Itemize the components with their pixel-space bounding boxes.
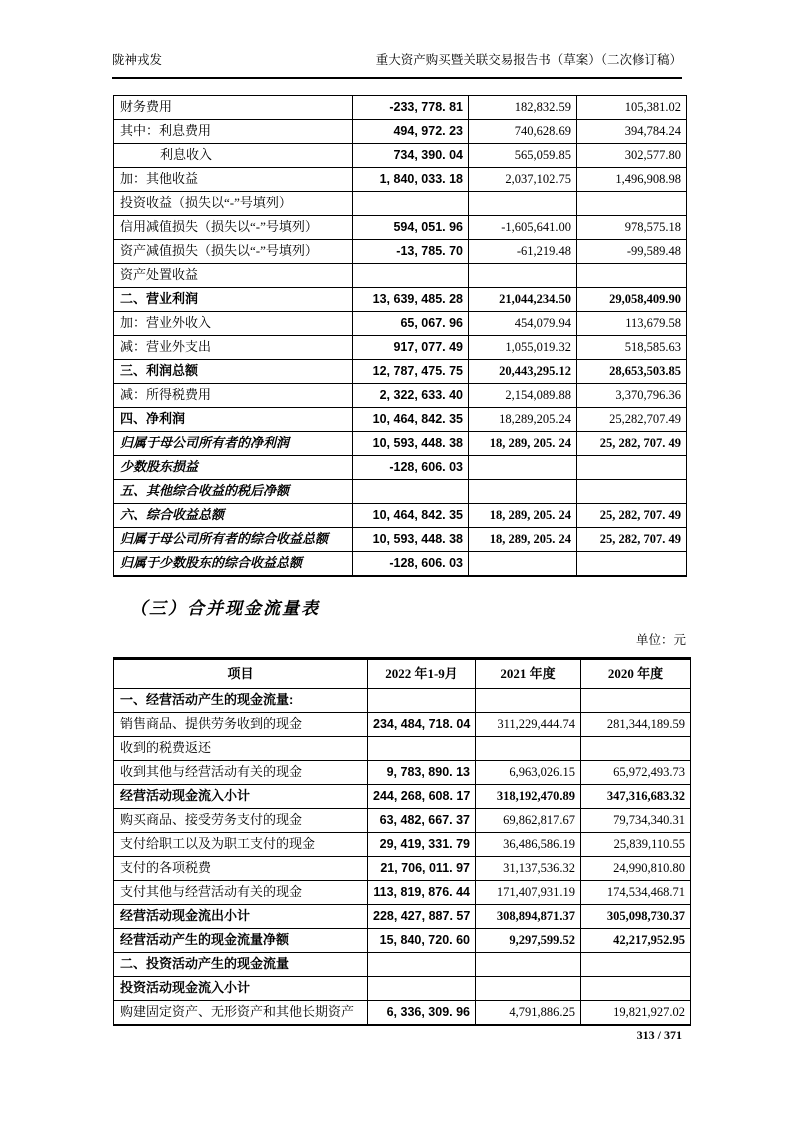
value-2020: 25,282,707.49 — [577, 408, 687, 432]
value-2020: 42,217,952.95 — [581, 929, 691, 953]
row-label: 收到其他与经营活动有关的现金 — [114, 761, 368, 785]
value-2021: 21,044,234.50 — [469, 288, 577, 312]
row-label: 其中：利息费用 — [114, 120, 353, 144]
value-2022: 244, 268, 608. 17 — [368, 785, 476, 809]
table-row — [114, 737, 691, 761]
value-2021 — [469, 552, 577, 577]
table-row — [114, 288, 687, 312]
value-2020: 19,821,927.02 — [581, 1001, 691, 1026]
column-header-2020: 2020 年度 — [581, 659, 691, 689]
row-label: 销售商品、提供劳务收到的现金 — [114, 713, 368, 737]
table-row — [114, 312, 687, 336]
value-2022: 6, 336, 309. 96 — [368, 1001, 476, 1026]
value-2022: -233, 778. 81 — [353, 96, 469, 120]
value-2020 — [581, 737, 691, 761]
value-2022: 13, 639, 485. 28 — [353, 288, 469, 312]
value-2022: 234, 484, 718. 04 — [368, 713, 476, 737]
value-2021: 18, 289, 205. 24 — [469, 432, 577, 456]
value-2021: 18,289,205.24 — [469, 408, 577, 432]
table-row — [114, 408, 687, 432]
value-2021: 171,407,931.19 — [476, 881, 581, 905]
value-2021 — [476, 977, 581, 1001]
value-2022: -128, 606. 03 — [353, 552, 469, 577]
value-2021: 740,628.69 — [469, 120, 577, 144]
row-label: 归属于母公司所有者的综合收益总额 — [114, 528, 353, 552]
value-2022 — [353, 192, 469, 216]
value-2020: 24,990,810.80 — [581, 857, 691, 881]
row-label: 五、其他综合收益的税后净额 — [114, 480, 353, 504]
row-label: 减：所得税费用 — [114, 384, 353, 408]
row-label: 购建固定资产、无形资产和其他长期资产 — [114, 1001, 368, 1026]
column-header-2022: 2022 年1-9月 — [368, 659, 476, 689]
row-label: 加：其他收益 — [114, 168, 353, 192]
value-2020 — [581, 689, 691, 713]
value-2021 — [469, 480, 577, 504]
row-label: 财务费用 — [114, 96, 353, 120]
value-2022: 10, 464, 842. 35 — [353, 504, 469, 528]
table-row — [114, 1001, 691, 1026]
value-2020: 105,381.02 — [577, 96, 687, 120]
value-2022: 1, 840, 033. 18 — [353, 168, 469, 192]
row-label: 支付其他与经营活动有关的现金 — [114, 881, 368, 905]
value-2021 — [469, 264, 577, 288]
table-row — [114, 384, 687, 408]
page-number: 313 / 371 — [636, 1028, 682, 1042]
table-row — [114, 713, 691, 737]
table-row — [114, 905, 691, 929]
value-2022: 494, 972. 23 — [353, 120, 469, 144]
value-2022: 734, 390. 04 — [353, 144, 469, 168]
value-2022: -13, 785. 70 — [353, 240, 469, 264]
table-row — [114, 480, 687, 504]
unit-label: 单位：元 — [635, 633, 686, 647]
table-row — [114, 761, 691, 785]
value-2021: 31,137,536.32 — [476, 857, 581, 881]
row-label: 二、营业利润 — [114, 288, 353, 312]
row-label: 六、综合收益总额 — [114, 504, 353, 528]
table-row — [114, 833, 691, 857]
row-label: 支付给职工以及为职工支付的现金 — [114, 833, 368, 857]
row-label: 经营活动现金流入小计 — [114, 785, 368, 809]
table-row — [114, 432, 687, 456]
value-2020 — [577, 480, 687, 504]
value-2021: 1,055,019.32 — [469, 336, 577, 360]
value-2022: 228, 427, 887. 57 — [368, 905, 476, 929]
table-row — [114, 528, 687, 552]
value-2020 — [577, 456, 687, 480]
value-2021: 454,079.94 — [469, 312, 577, 336]
value-2022: 65, 067. 96 — [353, 312, 469, 336]
income-statement-table — [113, 95, 687, 577]
value-2022 — [368, 977, 476, 1001]
value-2021: 182,832.59 — [469, 96, 577, 120]
value-2022 — [368, 953, 476, 977]
value-2021 — [476, 953, 581, 977]
value-2020: 25, 282, 707. 49 — [577, 504, 687, 528]
value-2021: 2,037,102.75 — [469, 168, 577, 192]
row-label: 利息收入 — [114, 144, 353, 168]
value-2020: 347,316,683.32 — [581, 785, 691, 809]
value-2022 — [353, 264, 469, 288]
value-2022 — [353, 480, 469, 504]
value-2022: 12, 787, 475. 75 — [353, 360, 469, 384]
value-2021: 4,791,886.25 — [476, 1001, 581, 1026]
row-label: 经营活动现金流出小计 — [114, 905, 368, 929]
value-2022: 10, 593, 448. 38 — [353, 432, 469, 456]
table-row — [114, 809, 691, 833]
row-label: 支付的各项税费 — [114, 857, 368, 881]
running-header — [112, 50, 682, 79]
row-label: 资产减值损失（损失以“-”号填列） — [114, 240, 353, 264]
table-row — [114, 953, 691, 977]
value-2020 — [581, 977, 691, 1001]
value-2020 — [581, 953, 691, 977]
value-2020: 25,839,110.55 — [581, 833, 691, 857]
table-row — [114, 929, 691, 953]
column-header-2021: 2021 年度 — [476, 659, 581, 689]
row-label: 少数股东损益 — [114, 456, 353, 480]
value-2020: 281,344,189.59 — [581, 713, 691, 737]
header-doc-title: 重大资产购买暨关联交易报告书（草案）（二次修订稿） — [375, 53, 682, 67]
value-2020 — [577, 552, 687, 577]
value-2022: 9, 783, 890. 13 — [368, 761, 476, 785]
value-2022 — [368, 737, 476, 761]
value-2021 — [469, 456, 577, 480]
value-2021: 565,059.85 — [469, 144, 577, 168]
table-row — [114, 785, 691, 809]
row-label: 购买商品、接受劳务支付的现金 — [114, 809, 368, 833]
value-2021 — [476, 737, 581, 761]
value-2021: 18, 289, 205. 24 — [469, 504, 577, 528]
table-row — [114, 456, 687, 480]
row-label: 三、利润总额 — [114, 360, 353, 384]
value-2020: 25, 282, 707. 49 — [577, 528, 687, 552]
table-row — [114, 336, 687, 360]
header-company-name: 陇神戎发 — [112, 53, 163, 67]
value-2022: 29, 419, 331. 79 — [368, 833, 476, 857]
table-row — [114, 264, 687, 288]
cashflow-header-row — [114, 659, 691, 689]
row-label: 归属于少数股东的综合收益总额 — [114, 552, 353, 577]
table-row — [114, 96, 687, 120]
value-2020: 1,496,908.98 — [577, 168, 687, 192]
value-2020: -99,589.48 — [577, 240, 687, 264]
value-2022: 63, 482, 667. 37 — [368, 809, 476, 833]
row-label: 加：营业外收入 — [114, 312, 353, 336]
table-row — [114, 144, 687, 168]
value-2021: 311,229,444.74 — [476, 713, 581, 737]
value-2022: 113, 819, 876. 44 — [368, 881, 476, 905]
row-label: 信用减值损失（损失以“-”号填列） — [114, 216, 353, 240]
value-2020: 28,653,503.85 — [577, 360, 687, 384]
value-2021: 20,443,295.12 — [469, 360, 577, 384]
value-2021: -61,219.48 — [469, 240, 577, 264]
table-row — [114, 977, 691, 1001]
table-row — [114, 857, 691, 881]
value-2020 — [577, 192, 687, 216]
value-2022: 594, 051. 96 — [353, 216, 469, 240]
row-label: 二、投资活动产生的现金流量 — [114, 953, 368, 977]
value-2021: 69,862,817.67 — [476, 809, 581, 833]
section-title: （三）合并现金流量表 — [130, 599, 320, 618]
row-label: 归属于母公司所有者的净利润 — [114, 432, 353, 456]
value-2020: 394,784.24 — [577, 120, 687, 144]
value-2021 — [476, 689, 581, 713]
value-2022: 15, 840, 720. 60 — [368, 929, 476, 953]
value-2020: 29,058,409.90 — [577, 288, 687, 312]
row-label: 收到的税费返还 — [114, 737, 368, 761]
value-2020: 113,679.58 — [577, 312, 687, 336]
value-2020 — [577, 264, 687, 288]
value-2022: -128, 606. 03 — [353, 456, 469, 480]
table-row — [114, 192, 687, 216]
row-label: 资产处置收益 — [114, 264, 353, 288]
value-2020: 302,577.80 — [577, 144, 687, 168]
value-2022: 2, 322, 633. 40 — [353, 384, 469, 408]
row-label: 减：营业外支出 — [114, 336, 353, 360]
value-2022: 10, 593, 448. 38 — [353, 528, 469, 552]
row-label: 一、经营活动产生的现金流量: — [114, 689, 368, 713]
row-label: 投资活动现金流入小计 — [114, 977, 368, 1001]
value-2020: 25, 282, 707. 49 — [577, 432, 687, 456]
value-2020: 305,098,730.37 — [581, 905, 691, 929]
cashflow-table — [113, 657, 691, 1026]
table-row — [114, 168, 687, 192]
value-2021: 9,297,599.52 — [476, 929, 581, 953]
row-label: 经营活动产生的现金流量净额 — [114, 929, 368, 953]
row-label: 投资收益（损失以“-”号填列） — [114, 192, 353, 216]
value-2022: 10, 464, 842. 35 — [353, 408, 469, 432]
value-2022: 21, 706, 011. 97 — [368, 857, 476, 881]
value-2021: 308,894,871.37 — [476, 905, 581, 929]
table-row — [114, 689, 691, 713]
value-2020: 3,370,796.36 — [577, 384, 687, 408]
table-row — [114, 504, 687, 528]
value-2021: 36,486,586.19 — [476, 833, 581, 857]
table-row — [114, 120, 687, 144]
value-2020: 65,972,493.73 — [581, 761, 691, 785]
value-2022 — [368, 689, 476, 713]
value-2020: 174,534,468.71 — [581, 881, 691, 905]
table-row — [114, 240, 687, 264]
value-2021 — [469, 192, 577, 216]
value-2020: 518,585.63 — [577, 336, 687, 360]
value-2020: 978,575.18 — [577, 216, 687, 240]
value-2021: 18, 289, 205. 24 — [469, 528, 577, 552]
column-header-item: 项目 — [114, 659, 368, 689]
table-row — [114, 552, 687, 577]
value-2020: 79,734,340.31 — [581, 809, 691, 833]
table-row — [114, 216, 687, 240]
row-label: 四、净利润 — [114, 408, 353, 432]
value-2021: -1,605,641.00 — [469, 216, 577, 240]
value-2022: 917, 077. 49 — [353, 336, 469, 360]
value-2021: 6,963,026.15 — [476, 761, 581, 785]
table-row — [114, 881, 691, 905]
table-row — [114, 360, 687, 384]
value-2021: 2,154,089.88 — [469, 384, 577, 408]
value-2021: 318,192,470.89 — [476, 785, 581, 809]
